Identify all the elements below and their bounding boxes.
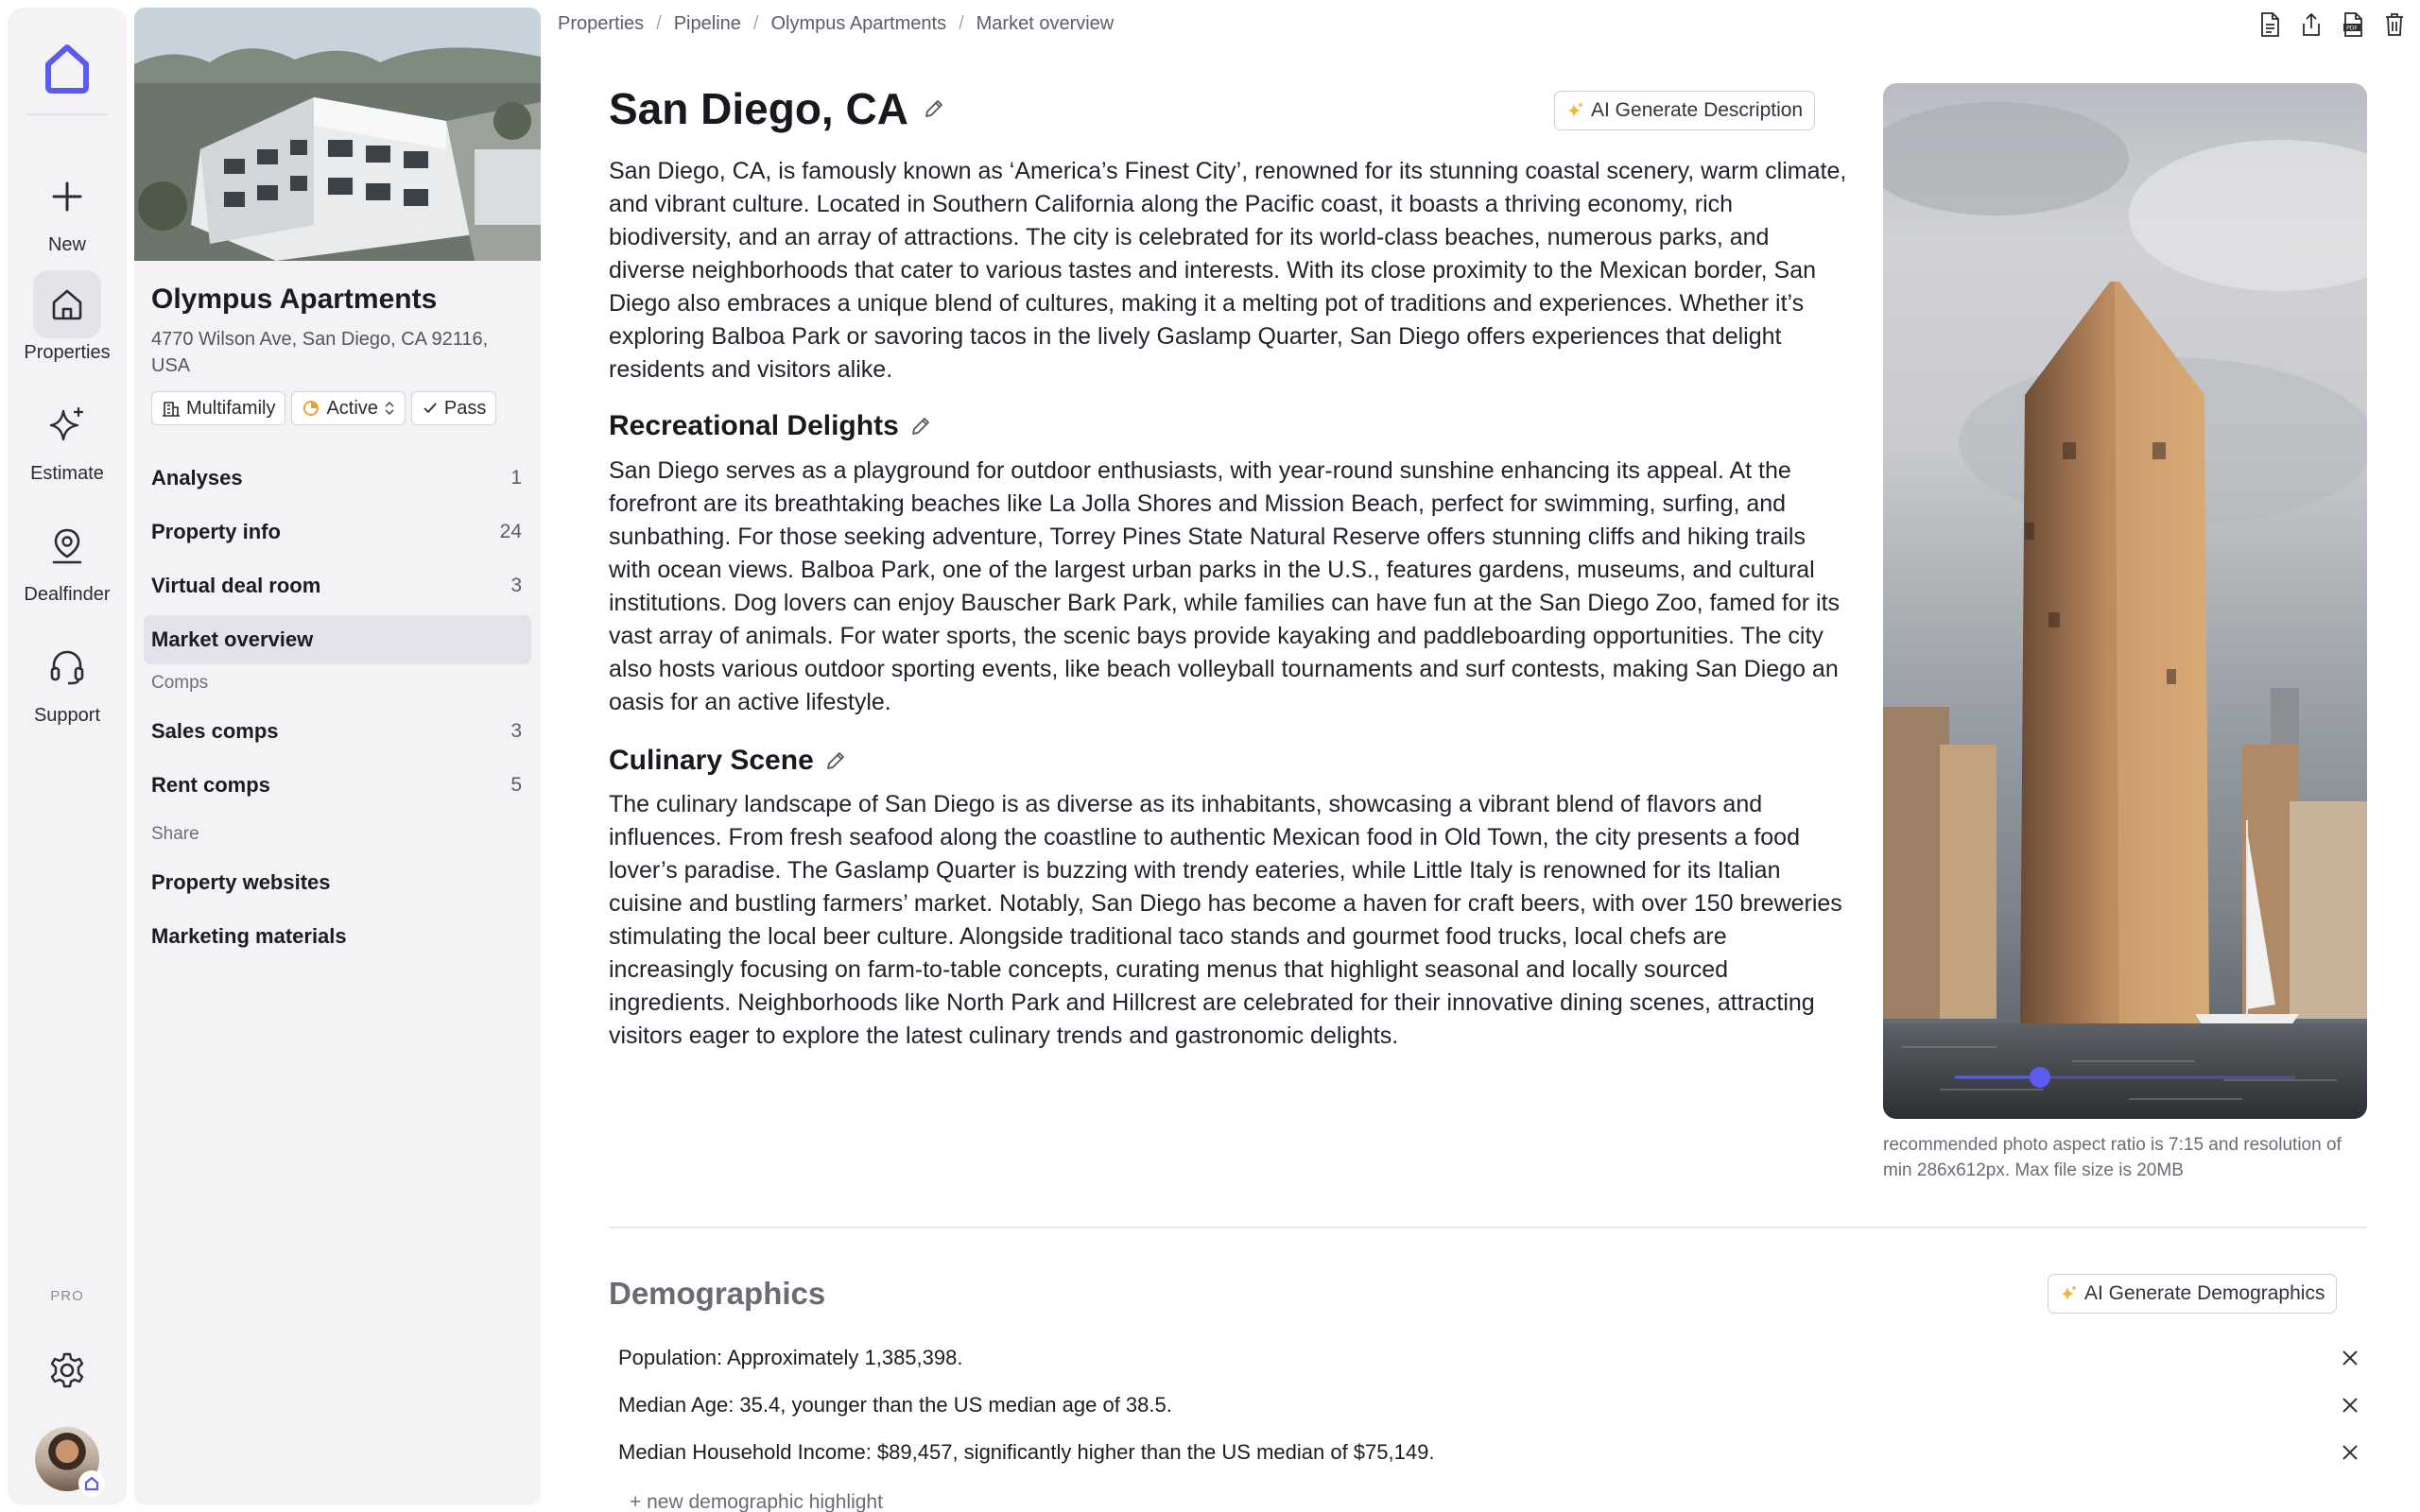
nav-item-label: Virtual deal room <box>151 574 321 597</box>
pro-badge: PRO <box>50 1288 84 1304</box>
rail-item-new[interactable] <box>8 163 127 256</box>
breadcrumb-separator: / <box>959 13 964 34</box>
rail-item-estimate[interactable] <box>8 391 127 485</box>
property-address: 4770 Wilson Ave, San Diego, CA 92116, USA <box>151 329 489 376</box>
section-title: Culinary Scene <box>609 745 814 776</box>
rail-item-label: Estimate <box>30 463 104 484</box>
map-pin-icon <box>33 512 101 580</box>
breadcrumb-separator: / <box>752 13 759 34</box>
svg-text:PDF: PDF <box>2346 25 2358 32</box>
breadcrumb-pipeline[interactable]: Pipeline <box>673 13 741 34</box>
check-icon <box>422 400 439 417</box>
property-hero-image[interactable] <box>134 8 541 261</box>
breadcrumb-current: Market overview <box>976 13 1115 34</box>
section-title: Recreational Delights <box>609 410 899 441</box>
edit-pencil-icon[interactable] <box>908 414 933 438</box>
headset-icon <box>33 633 101 701</box>
nav-item-analyses[interactable] <box>144 454 531 503</box>
demographic-text: Population: Approximately 1,385,398. <box>618 1346 963 1369</box>
nav-item-count: 3 <box>510 575 522 596</box>
demographic-row <box>609 1431 2367 1474</box>
rail-item-label: Properties <box>24 342 111 363</box>
property-panel <box>134 8 541 1505</box>
demographics-title: Demographics <box>609 1276 826 1311</box>
photo-requirements-note: recommended photo aspect ratio is 7:15 and resolution of min 286x612px. Max file size is 20MB <box>1883 1135 2342 1180</box>
add-demographic-link[interactable]: + new demographic highlight <box>630 1491 883 1512</box>
section-divider <box>609 1227 2367 1228</box>
demographic-text: Median Age: 35.4, younger than the US median age of 38.5. <box>618 1393 1172 1417</box>
user-avatar[interactable] <box>35 1427 99 1491</box>
ai-generate-description-button[interactable] <box>1554 91 1815 130</box>
remove-close-icon[interactable] <box>2339 1347 2361 1369</box>
app-logo-icon[interactable] <box>37 38 97 98</box>
nav-item-label: Marketing materials <box>151 924 347 948</box>
chevron-updown-icon <box>384 400 395 417</box>
status-pie-icon <box>302 399 320 418</box>
demographic-text: Median Household Income: $89,457, significantly higher than the US median of $75,149. <box>618 1440 1435 1464</box>
nav-item-rent-comps[interactable] <box>144 761 531 810</box>
rail-item-dealfinder[interactable] <box>8 512 127 606</box>
nav-item-virtual-deal-room[interactable] <box>144 561 531 610</box>
logo-badge-icon <box>78 1470 105 1497</box>
nav-item-property-websites[interactable] <box>144 858 531 907</box>
sparkle-icon <box>1566 101 1585 120</box>
breadcrumb-separator: / <box>656 13 662 34</box>
rail-item-label: Dealfinder <box>24 584 111 605</box>
recreational-text: San Diego serves as a playground for outdoor enthusiasts, with year-round sunshine enhancing its appeal. At the forefront are its breathtaking beaches like La Jolla Shores and Mission Beach, perfect for swimming, surfing, and sunbathing. For those seeking adventure, Torrey Pines State Natural Reserve offers stunning cliffs and hiking trails with ocean views. Balboa Park, one of the largest urban parks in the U.S., features gardens, museums, and cultural institutions. Dog lovers can enjoy Bauscher Bark Park, while families can have fun at the San Diego Zoo, famed for its vast array of animals. For water sports, the scenic bays provide kayaking and paddleboarding opportunities. The city also hosts various outdoor sporting events, like beach volleyball tournaments and surf contests, making San Diego an oasis for an active lifestyle. <box>609 457 1841 715</box>
icon-rail <box>8 8 127 1505</box>
nav-group-comps: Comps <box>151 673 209 693</box>
ai-generate-demographics-label: AI Generate Demographics <box>2084 1282 2325 1304</box>
page-title: San Diego, CA <box>609 84 908 133</box>
nav-item-label: Market overview <box>151 627 314 651</box>
decision-chip-label: Pass <box>443 397 487 419</box>
property-name: Olympus Apartments <box>151 284 438 315</box>
breadcrumb <box>558 13 1114 35</box>
ai-generate-description-label: AI Generate Description <box>1591 99 1804 121</box>
edit-pencil-icon[interactable] <box>922 96 946 121</box>
remove-close-icon[interactable] <box>2339 1394 2361 1417</box>
section-heading-recreational <box>609 410 933 442</box>
nav-item-sales-comps[interactable] <box>144 707 531 756</box>
nav-item-label: Property info <box>151 520 281 543</box>
nav-item-property-info[interactable] <box>144 507 531 557</box>
nav-item-count: 5 <box>510 774 522 796</box>
nav-item-count: 24 <box>499 521 522 542</box>
status-dropdown[interactable] <box>291 391 405 425</box>
nav-item-count: 1 <box>510 467 522 489</box>
nav-group-share: Share <box>151 824 199 844</box>
market-intro-text: San Diego, CA, is famously known as ‘America’s Finest City’, renowned for its stunning coastal scenery, warm climate, and vibrant culture. Located in Southern California along the Pacific coast, it boasts a thriving economy, rich biodiversity, and an array of attractions. The city is celebrated for its world-class beaches, numerous parks, and diverse neighborhoods that cater to various tastes and interests. With its close proximity to the Mexican border, San Diego also embraces a unique blend of cultures, making it a melting pot of traditions and experiences. Whether it’s exploring Balboa Park or savoring tacos in the lively Gaslamp Quarter, San Diego offers experiences that delight residents and visitors alike. <box>609 158 1847 383</box>
nav-item-label: Rent comps <box>151 773 270 797</box>
demographic-row <box>609 1383 2367 1427</box>
city-photo[interactable] <box>1883 83 2367 1119</box>
nav-item-count: 3 <box>510 720 522 742</box>
building-icon <box>162 399 181 418</box>
plus-icon <box>33 163 101 231</box>
rail-item-properties[interactable] <box>8 270 127 364</box>
share-export-icon[interactable] <box>2299 11 2324 38</box>
sparkle-icon <box>33 391 101 459</box>
breadcrumb-properties[interactable]: Properties <box>558 13 645 34</box>
culinary-text: The culinary landscape of San Diego is as diverse as its inhabitants, showcasing a vibrant blend of flavors and influences. From fresh seafood along the coastline to authentic Mexican food in Old Town, the city presents a food lover’s paradise. The Gaslamp Quarter is buzzing with trendy eateries, while Little Italy is renowned for its Italian cuisine and bustling farmers’ market. Notably, San Diego has become a haven for craft beers, with over 150 breweries stimulating the local beer culture. Alongside traditional taco stands and gourmet food trucks, local chefs are increasingly focusing on farm-to-table concepts, curating menus that highlight seasonal and locally sourced ingredients. Neighborhoods like North Park and Hillcrest are celebrated for their innovative dining scenes, attracting visitors eager to explore the latest culinary trends and gastronomic delights. <box>609 791 1842 1049</box>
pdf-icon[interactable] <box>2341 11 2365 38</box>
trash-icon[interactable] <box>2382 11 2407 38</box>
document-icon[interactable] <box>2257 11 2282 38</box>
rail-divider <box>26 113 108 115</box>
ai-generate-demographics-button[interactable] <box>2048 1274 2337 1314</box>
top-actions <box>2257 11 2407 38</box>
remove-close-icon[interactable] <box>2339 1441 2361 1464</box>
market-title-row <box>609 83 946 134</box>
demographic-row <box>609 1336 2367 1380</box>
rail-item-support[interactable] <box>8 633 127 727</box>
photo-slider-handle[interactable] <box>2030 1067 2050 1088</box>
section-heading-culinary <box>609 745 848 777</box>
status-chip-label: Active <box>326 397 378 419</box>
rail-item-label: New <box>47 234 86 255</box>
settings-gear-icon[interactable] <box>48 1351 86 1389</box>
nav-item-market-overview[interactable] <box>144 615 531 664</box>
nav-item-label: Sales comps <box>151 719 279 743</box>
breadcrumb-property[interactable]: Olympus Apartments <box>770 13 947 34</box>
nav-item-label: Property websites <box>151 870 331 894</box>
property-chips <box>151 391 496 425</box>
rail-item-label: Support <box>33 705 101 726</box>
sparkle-icon <box>2060 1284 2079 1303</box>
decision-chip[interactable] <box>411 391 496 425</box>
type-chip-label: Multifamily <box>186 397 276 419</box>
nav-item-marketing-materials[interactable] <box>144 912 531 961</box>
edit-pencil-icon[interactable] <box>823 748 848 773</box>
nav-item-label: Analyses <box>151 466 243 490</box>
type-chip[interactable] <box>151 391 285 425</box>
home-icon <box>33 270 101 338</box>
